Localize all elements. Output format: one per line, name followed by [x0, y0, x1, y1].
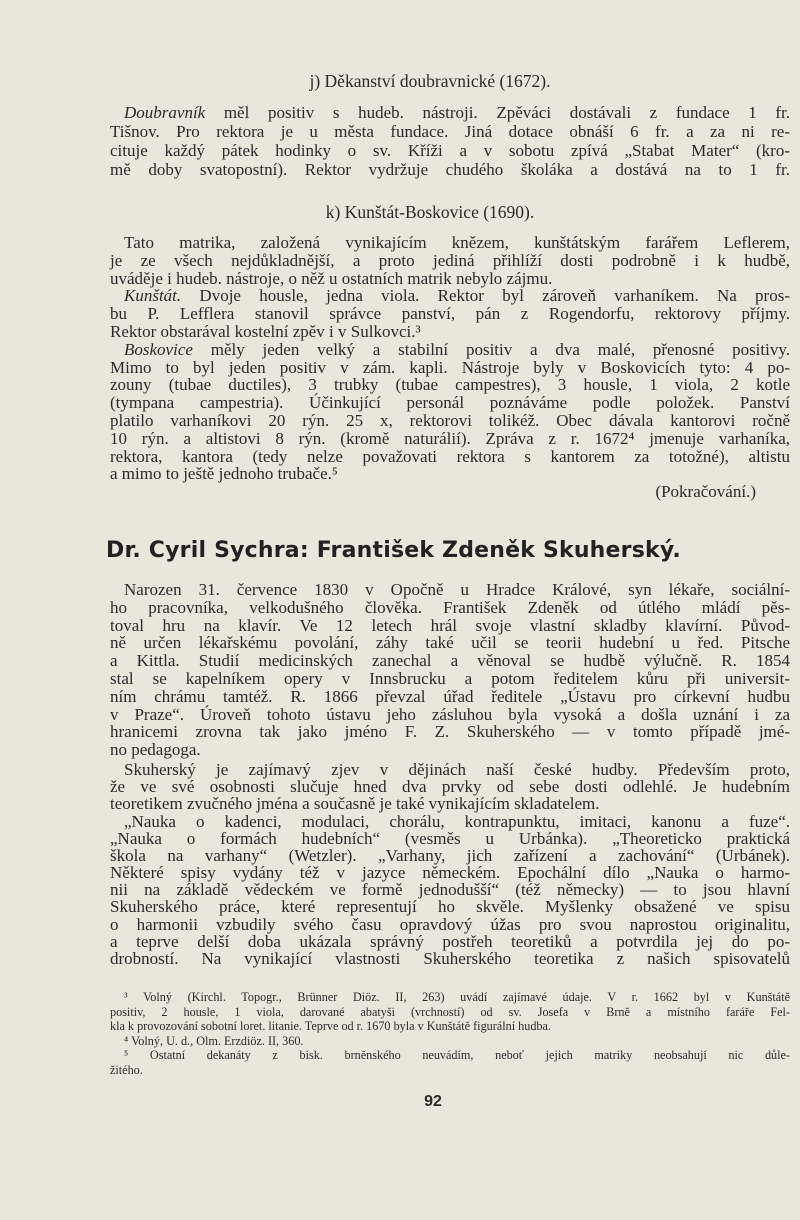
text-line: rektora, kantora (tedy nelze považovati rektora s kantorem za totožné), altistu [110, 446, 790, 466]
text-line: ním chrámu tamtéž. R. 1866 převzal úřad ředitele „Ústavu pro církevní hudbu [110, 686, 790, 706]
text-line: o harmonii vzbudily svého času opravdový úžas pro svou naprostou originalitu, [110, 914, 790, 934]
text-line [110, 287, 790, 305]
text-line: „Nauka o formách hudebních“ (vesměs u Urbánka). „Theoreticko praktická [110, 829, 790, 849]
text-line: je ze všech nejdůkladnější, a proto jediná přihlíží dosti podrobně i k hudbě, [110, 250, 790, 270]
text-line: Některé spisy vydány též v jazyce německém. Epochální dílo „Nauka o harmo- [110, 863, 790, 883]
page-number: 92 [424, 1093, 442, 1110]
italic-lead: Boskovice [124, 339, 193, 359]
text-line: v Praze“. Úroveň tohoto ústavu jeho zásluhou byla vysoká a došla uznání i za [110, 704, 790, 724]
text-line: positiv, 2 housle, 1 viola, darované abatyši (vrchností) od sv. Josefa v Brně a místního faráře Fel- [110, 1004, 790, 1019]
text-line [110, 341, 790, 359]
text-line: stal se kapelníkem opery v Innsbrucku a potom ředitelem kůru při universit- [110, 668, 790, 688]
text-line: 10 rýn. a altistovi 8 rýn. (kromě naturálií). Zpráva z r. 1672⁴ jmenuje varhaníka, [110, 428, 790, 448]
text-line: cituje každý pátek hodinky o sv. Kříži a v sobotu zpívá „Stabat Mater“ (kro- [110, 141, 790, 160]
text-line: že ve své osobnosti slučuje hned dva prvky od sebe dosti odlehlé. Je hudebním [110, 777, 790, 797]
article-paragraph-assessment [110, 761, 790, 812]
text-line [110, 103, 790, 122]
text-line: no pedagoga. [110, 740, 201, 760]
text-line-rest: měly jeden velký a stabilní positiv a dva malé, přenosné positivy. [192, 339, 790, 359]
text-line: drobností. Na vynikající vlastnosti Skuherského teoretika z našich spisovatelů [110, 948, 790, 968]
article-title: Dr. Cyril Sychra: František Zdeněk Skuherský. [106, 538, 681, 563]
text-line: zouny (tubae ductiles), 3 trubky (tubae campestres), 3 housle, 1 viola, 2 kotle [110, 375, 790, 395]
text-line: ho pracovníka, velkodušného člověka. František Zdeněk od útlého mládí pěs- [110, 597, 790, 617]
text-line: a teprve delší doba ukázala správný postřeh teoretiků a potvrdila jej do po- [110, 931, 790, 951]
text-line: mě doby svatopostní). Rektor vydržuje chudého školáka a dostává na to 1 fr. [110, 160, 790, 179]
text-line: Tišnov. Pro rektora je u města fundace. Jiná dotace obnáší 6 fr. a za ni re- [110, 122, 790, 141]
text-line: hranicemi zrovna tak jako jméno F. Z. Skuherského — v tomto případě jmé- [110, 722, 790, 742]
section-j-body [110, 103, 790, 179]
text-line: ³ Volný (Kirchl. Topogr., Brünner Diöz. II, 263) uvádí zajímavé údaje. V r. 1662 byl v Kunštátě [124, 990, 790, 1004]
text-line: (tympana campestria). Účinkující personál poznáváme podle položek. Panství [110, 393, 790, 413]
text-line: toval hru na klavír. Ve 12 letech hrál svoje vlastní skladby klavírní. Původ- [110, 615, 790, 635]
text-line: ⁵ Ostatní dekanáty z bisk. brněnského neuvádím, neboť jejich matriky neobsahují nic důle- [124, 1048, 790, 1062]
continued-note: (Pokračování.) [655, 482, 756, 501]
text-line: bu P. Lefflera stanovil správce panství, pán z Rogendorfu, rektorovy příjmy. [110, 304, 790, 324]
section-k-body [110, 234, 790, 483]
section-j-heading: j) Děkanství doubravnické (1672). [309, 71, 551, 91]
italic-lead: Kunštát. [124, 286, 182, 306]
text-line: Mimo to byl jeden positiv v zám. kapli. Nástroje byly v Boskovicích tyto: 4 po- [110, 357, 790, 377]
text-line: a mimo to ještě jednoho trubače.⁵ [110, 464, 338, 484]
text-line: škola na varhany“ (Wetzler). „Varhany, jich zařízení a zachování“ (Urbánek). [110, 846, 790, 866]
footnotes [110, 990, 790, 1077]
text-line: nii na základě vědeckém ve formě jednodušší“ (též německy) — to jsou hlavní [110, 880, 790, 900]
section-k-heading: k) Kunštát-Boskovice (1690). [325, 202, 535, 222]
italic-lead: Doubravník [124, 103, 206, 122]
text-line: Narozen 31. července 1830 v Opočně u Hradce Králové, syn lékaře, sociální- [124, 580, 790, 599]
text-line: Skuherského práce, které representují ho skvěle. Myšlenky obsažené ve spisu [110, 897, 790, 917]
text-line-rest: Dvoje housle, jedna viola. Rektor byl zároveň varhaníkem. Na pros- [181, 286, 790, 306]
text-line: a Kittla. Studií medicinských zanechal a věnoval se hudbě výlučně. R. 1854 [110, 651, 790, 671]
text-line-rest: měl positiv s hudeb. nástroji. Zpěváci dostávali z fundace 1 fr. [205, 103, 790, 122]
text-line: kla k provozování sobotní loret. litanie. Teprve od r. 1670 byla v Kunštátě figurální hudba. [110, 1019, 551, 1033]
text-line: „Nauka o kadenci, modulaci, chorálu, kontrapunktu, imitaci, kanonu a fuze“. [124, 812, 790, 831]
text-line: Tato matrika, založená vynikajícím knězem, kunštátským farářem Leflerem, [124, 233, 790, 252]
text-line: ⁴ Volný, U. d., Olm. Erzdiöz. II, 360. [124, 1033, 304, 1048]
article-paragraph-biography [110, 581, 790, 759]
text-line: platilo varhaníkovi 20 rýn. 25 x, rektorovi tolikéž. Obec dávala kantorovi ročně [110, 410, 790, 430]
text-line: teoretikem zvučného jména a současně je také vynikajícím skladatelem. [110, 794, 600, 814]
text-line: Rektor obstarával kostelní zpěv i v Sulkovci.³ [110, 321, 421, 341]
text-line: Skuherský je zajímavý zjev v dějinách naší české hudby. Především proto, [124, 760, 790, 779]
text-line: ně určen lékařskému povolání, záhy také učil se teorii hudební u řed. Pitsche [110, 633, 790, 653]
text-line: uváděje i hudeb. nástroje, o něž u ostatních matrik nebylo zájmu. [110, 268, 553, 288]
text-line: žitého. [110, 1062, 143, 1077]
article-paragraph-works [110, 813, 790, 967]
